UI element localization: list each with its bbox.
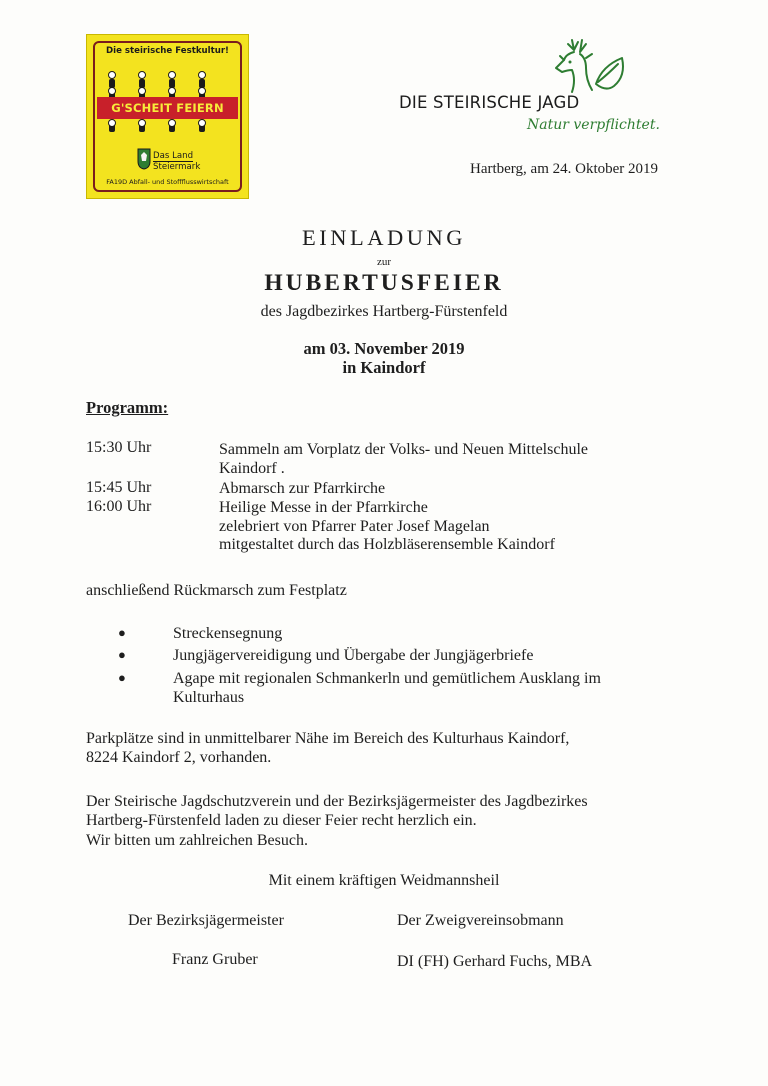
program-title: Programm: [86,398,169,417]
list-item: Streckensegnung [173,625,283,642]
signature-role-right: Der Zweigvereinsobmann [397,912,564,929]
bullet-icon: ● [118,625,126,640]
event-date: am 03. November 2019 [303,339,465,358]
list-item: Agape mit regionalen Schmankerln und gemütlichem Ausklang im Kulturhaus [173,670,601,706]
parking-paragraph: Parkplätze sind in unmittelbarer Nähe im Bereich des Kulturhaus Kaindorf, 8224 Kaindorf 2, vorhanden. [86,730,570,767]
heading-einladung: EINLADUNG [302,225,466,250]
program-time: 15:45 Uhr [86,479,152,496]
jagd-title: DIE STEIRISCHE JAGD [399,93,580,112]
list-item: Jungjägervereidigung und Übergabe der Jungjägerbriefe [173,647,534,664]
heading-event: HUBERTUSFEIER [264,270,504,296]
signature-name-left: Franz Gruber [172,951,258,968]
logo-name: G'SCHEIT FEIERN [111,101,224,115]
land-steiermark-label: Das Land Steiermark [153,151,201,172]
steiermark-crest-icon [137,148,151,170]
logo-name-band [97,97,238,119]
heading-subtitle: des Jagdbezirkes Hartberg-Fürstenfeld [260,303,508,320]
bullet-icon: ● [118,647,126,662]
date-line: Hartberg, am 24. Oktober 2019 [470,161,659,177]
program-time: 16:00 Uhr [86,498,152,515]
program-item: Sammeln am Vorplatz der Volks- und Neuen Mittelschule Kaindorf . [219,441,588,477]
signature-name-right: DI (FH) Gerhard Fuchs, MBA [397,953,593,970]
greeting: Mit einem kräftigen Weidmannsheil [268,872,500,889]
program-item: Abmarsch zur Pfarrkirche [219,480,386,497]
logo-slogan: Die steirische Festkultur! [106,46,229,56]
bullet-icon: ● [118,670,126,685]
program-time: 15:30 Uhr [86,439,152,456]
event-location: in Kaindorf [342,358,426,377]
program-item: Heilige Messe in der Pfarrkirche zelebriert von Pfarrer Pater Josef Magelan mitgestaltet durch das Holzbläserensemble Kaindorf [219,499,555,553]
after-text: anschließend Rückmarsch zum Festplatz [86,582,347,599]
signature-role-left: Der Bezirksjägermeister [128,912,284,929]
jagd-slogan: Natur verpflichtet. [527,117,660,133]
invite-paragraph: Der Steirische Jagdschutzverein und der Bezirksjägermeister des Jagdbezirkes Hartberg-Fürstenfeld laden zu dieser Feier recht herzlich ein. Wir bitten um zahlreichen Besuch. [86,793,588,849]
logo-department: FA19D Abfall- und Stoffflusswirtschaft [106,178,229,186]
gscheit-feiern-logo [86,34,249,199]
heading-zur: zur [376,256,392,268]
